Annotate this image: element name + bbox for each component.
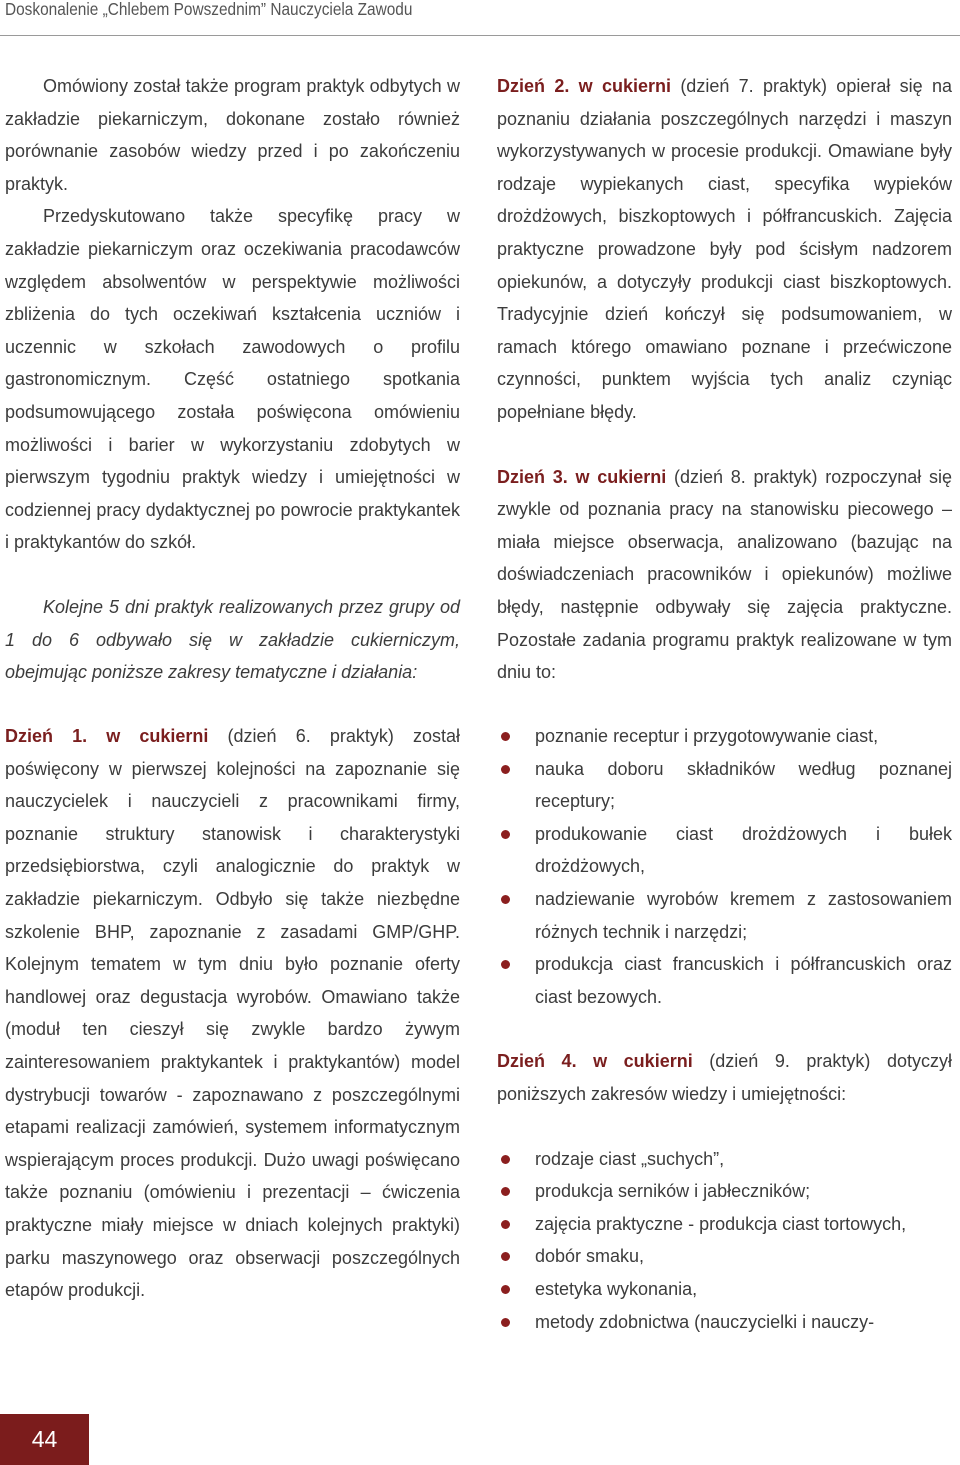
list-item: produkowanie ciast drożdżowych i bułek drożdżowych, [497, 818, 952, 883]
day1-label: Dzień 1. w cukierni [5, 726, 209, 746]
header-rule [0, 35, 960, 36]
day3-list [497, 720, 952, 1013]
bullet-icon [501, 732, 510, 741]
list-item: produkcja ciast francuskich i półfrancuskich oraz ciast bezowych. [497, 948, 952, 1013]
list-item: zajęcia praktyczne - produkcja ciast tortowych, [497, 1208, 952, 1241]
bullet-icon [501, 1252, 510, 1261]
day2-text: (dzień 7. praktyk) opierał się na poznaniu działania poszczególnych narzędzi i maszyn wykorzystywanych w procesie produkcji. Omawiane były rodzaje wypiekanych ciast, specyfika wypieków drożdżowych, biszkoptowych i półfrancuskich. Zajęcia praktyczne prowadzone były pod ścisłym nadzorem opiekunów, a dotyczyły produkcji ciast biszkoptowych. Tradycyjnie dzień kończył się podsumowaniem, w ramach którego omawiano poznane i przećwiczone czynności, punktem wyjścia tych analiz czyniąc popełniane błędy. [497, 76, 952, 422]
day2-label: Dzień 2. w cukierni [497, 76, 671, 96]
list-item: estetyka wykonania, [497, 1273, 952, 1306]
paragraph-day3 [497, 461, 952, 689]
day3-label: Dzień 3. w cukierni [497, 466, 667, 487]
day4-text: (dzień 9. praktyk) dotyczył poniższych zakresów wiedzy i umiejętności: [497, 1051, 952, 1104]
bullet-icon [501, 895, 510, 904]
day4-list [497, 1143, 952, 1339]
page-number: 44 [0, 1414, 89, 1465]
day4-label: Dzień 4. w cukierni [497, 1051, 693, 1072]
paragraph-intro-italic: Kolejne 5 dni praktyk realizowanych przez grupy od 1 do 6 odbywało się w zakładzie cukierniczym, obejmując poniższe zakresy tematyczne i działania: [5, 596, 460, 683]
day1-text: (dzień 6. praktyk) został poświęcony w pierwszej kolejności na zapoznanie się nauczycielek i nauczycieli z pracownikami firmy, poznanie struktury stanowisk i charakterystyki przedsiębiorstwa, czyli analogicznie do praktyk w zakładzie piekarniczym. Odbyło się także niezbędne szkolenie BHP, zapoznanie z zasadami GMP/GHP. Kolejnym tematem w tym dniu było poznanie oferty handlowej oraz degustacja wyrobów. Omawiano także (moduł ten cieszył się zwykle bardzo żywym zainteresowaniem praktykantek i praktykantów) model dystrybucji towarów - zapoznawano z poszczególnymi etapami realizacji zamówień, systemem informatycznym wspierającym proces produkcji. Dużo uwagi poświęcano także poznaniu (omówieniu i prezentacji – ćwiczenia praktyczne miały miejsce w dniach kolejnych praktyki) parku maszynowego oraz obserwacji poszczególnych etapów produkcji. [5, 726, 460, 1301]
paragraph-program: Omówiony został także program praktyk odbytych w zakładzie piekarniczym, dokonane zostało również porównanie zasobów wiedzy przed i po zakończeniu praktyk. [5, 76, 460, 194]
day3-text: (dzień 8. praktyk) rozpoczynał się zwykle od poznania pracy na stanowisku piecowego – miała miejsce obserwacja, analizowano (bazując na doświadczeniach pracowników i opiekunów) możliwe błędy, następnie odbywały się zajęcia praktyczne. Pozostałe zadania programu praktyk realizowane w tym dniu to: [497, 466, 953, 683]
bullet-icon [501, 1285, 510, 1294]
bullet-icon [501, 830, 510, 839]
right-column-top [497, 70, 952, 689]
list-item: nadziewanie wyrobów kremem z zastosowaniem różnych technik i narzędzi; [497, 883, 952, 948]
bullet-icon [501, 765, 510, 774]
bullet-icon [501, 1220, 510, 1229]
running-header: Doskonalenie „Chlebem Powszednim” Nauczyciela Zawodu [5, 0, 413, 19]
left-column-top [5, 70, 460, 689]
bullet-icon [501, 1318, 510, 1327]
paragraph-day4 [497, 1045, 952, 1110]
paragraph-discussion: Przedyskutowano także specyfikę pracy w zakładzie piekarniczym oraz oczekiwania pracodawców względem absolwentów w perspektywie możliwości zbliżenia do tych oczekiwań kształcenia uczniów i uczennic w szkołach zawodowych o profilu gastronomicznym. Część ostatniego spotkania podsumowującego została poświęcona omówieniu możliwości i barier w wykorzystaniu zdobytych w pierwszym tygodniu praktyk wiedzy i umiejętności w codziennej pracy dydaktycznej po powrocie praktykantek i praktykantów do szkół. [5, 206, 460, 553]
list-item: metody zdobnictwa (nauczycielki i nauczy- [497, 1306, 952, 1339]
list-item: produkcja serników i jabłeczników; [497, 1175, 952, 1208]
list-item: dobór smaku, [497, 1240, 952, 1273]
right-column-bottom [497, 720, 952, 1338]
list-item: poznanie receptur i przygotowywanie ciast, [497, 720, 952, 753]
left-column-bottom [5, 720, 460, 1307]
bullet-icon [501, 960, 510, 969]
bullet-icon [501, 1155, 510, 1164]
paragraph-day1 [5, 720, 460, 1307]
bullet-icon [501, 1187, 510, 1196]
list-item: nauka doboru składników według poznanej receptury; [497, 753, 952, 818]
paragraph-day2 [497, 70, 952, 429]
list-item: rodzaje ciast „suchych”, [497, 1143, 952, 1176]
